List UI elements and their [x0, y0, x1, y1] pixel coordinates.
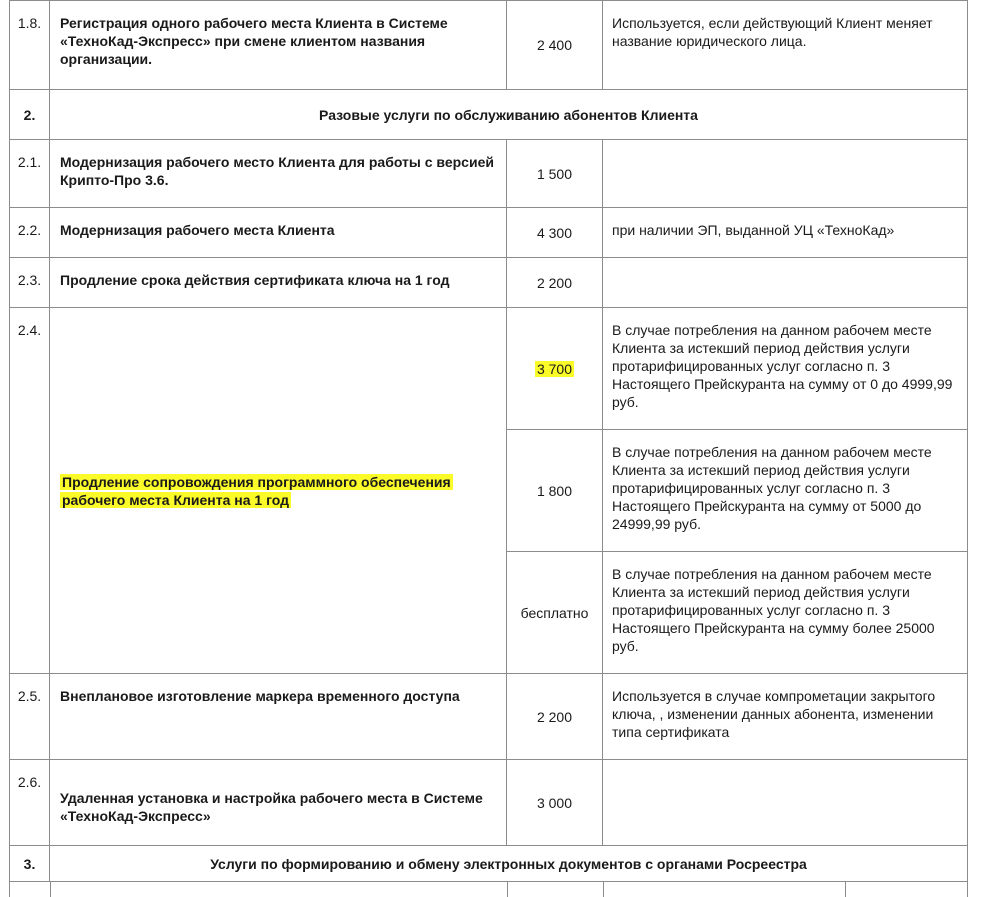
row-number: 2.2. [10, 208, 50, 258]
table-row [10, 258, 968, 308]
service-note: при наличии ЭП, выданной УЦ «ТехноКад» [603, 208, 968, 258]
highlight-mark: Продление сопровождения программного обеспечения рабочего места Клиента на 1 год [62, 473, 451, 508]
service-name: Регистрация одного рабочего места Клиента в Системе «ТехноКад-Экспресс» при смене клиентом названия организации. [50, 1, 507, 90]
service-price: бесплатно [507, 552, 603, 674]
section-number: 3. [10, 846, 50, 882]
table-row [10, 308, 968, 430]
row-number: 2.6. [10, 760, 50, 846]
row-number: 2.1. [10, 140, 50, 208]
table-row [10, 140, 968, 208]
section-title: Разовые услуги по обслуживанию абонентов Клиента [50, 90, 968, 140]
service-note: Используется, если действующий Клиент меняет название юридического лица. [603, 1, 968, 90]
service-price: 2 200 [507, 258, 603, 308]
service-price: 2 200 [507, 674, 603, 760]
service-note [603, 140, 968, 208]
service-name: Внеплановое изготовление маркера временного доступа [50, 674, 507, 760]
table-row [10, 760, 968, 846]
service-note: Используется в случае компрометации закрытого ключа, , изменении данных абонента, изменении типа сертификата [603, 674, 968, 760]
service-name: Модернизация рабочего место Клиента для работы с версией Крипто-Про 3.6. [50, 140, 507, 208]
row-number: 2.4. [10, 308, 50, 674]
service-price: 1 800 [507, 430, 603, 552]
row-number: 1.8. [10, 1, 50, 90]
row-number: 2.5. [10, 674, 50, 760]
column-divider [967, 881, 968, 897]
service-name: Продление срока действия сертификата ключа на 1 год [50, 258, 507, 308]
section-number: 2. [10, 90, 50, 140]
service-price: 4 300 [507, 208, 603, 258]
row-number: 2.3. [10, 258, 50, 308]
service-price: 2 400 [507, 1, 603, 90]
price-list-page [9, 0, 967, 897]
table-row [10, 674, 968, 760]
service-note [603, 760, 968, 846]
price-list-table [9, 0, 968, 882]
highlight-mark: 3 700 [536, 360, 573, 377]
service-name-highlighted [50, 308, 507, 674]
service-price: 1 500 [507, 140, 603, 208]
service-note [603, 258, 968, 308]
next-row-stub [9, 881, 968, 897]
table-row [10, 1, 968, 90]
column-divider [603, 881, 604, 897]
column-divider [845, 881, 846, 897]
service-note: В случае потребления на данном рабочем месте Клиента за истекший период действия услуги протарифицированных услуг согласно п. 3 Настоящего Прейскуранта на сумму от 0 до 4999,99 руб. [603, 308, 968, 430]
column-divider [50, 881, 51, 897]
service-name: Модернизация рабочего места Клиента [50, 208, 507, 258]
table-row [10, 208, 968, 258]
service-note: В случае потребления на данном рабочем месте Клиента за истекший период действия услуги протарифицированных услуг согласно п. 3 Настоящего Прейскуранта на сумму от 5000 до 24999,99 руб. [603, 430, 968, 552]
section-row [10, 90, 968, 140]
service-price: 3 000 [507, 760, 603, 846]
service-note: В случае потребления на данном рабочем месте Клиента за истекший период действия услуги протарифицированных услуг согласно п. 3 Настоящего Прейскуранта на сумму более 25000 руб. [603, 552, 968, 674]
section-title: Услуги по формированию и обмену электронных документов с органами Росреестра [50, 846, 968, 882]
service-name: Удаленная установка и настройка рабочего места в Системе «ТехноКад-Экспресс» [50, 760, 507, 846]
section-row [10, 846, 968, 882]
column-divider [507, 881, 508, 897]
service-price-highlighted [507, 308, 603, 430]
